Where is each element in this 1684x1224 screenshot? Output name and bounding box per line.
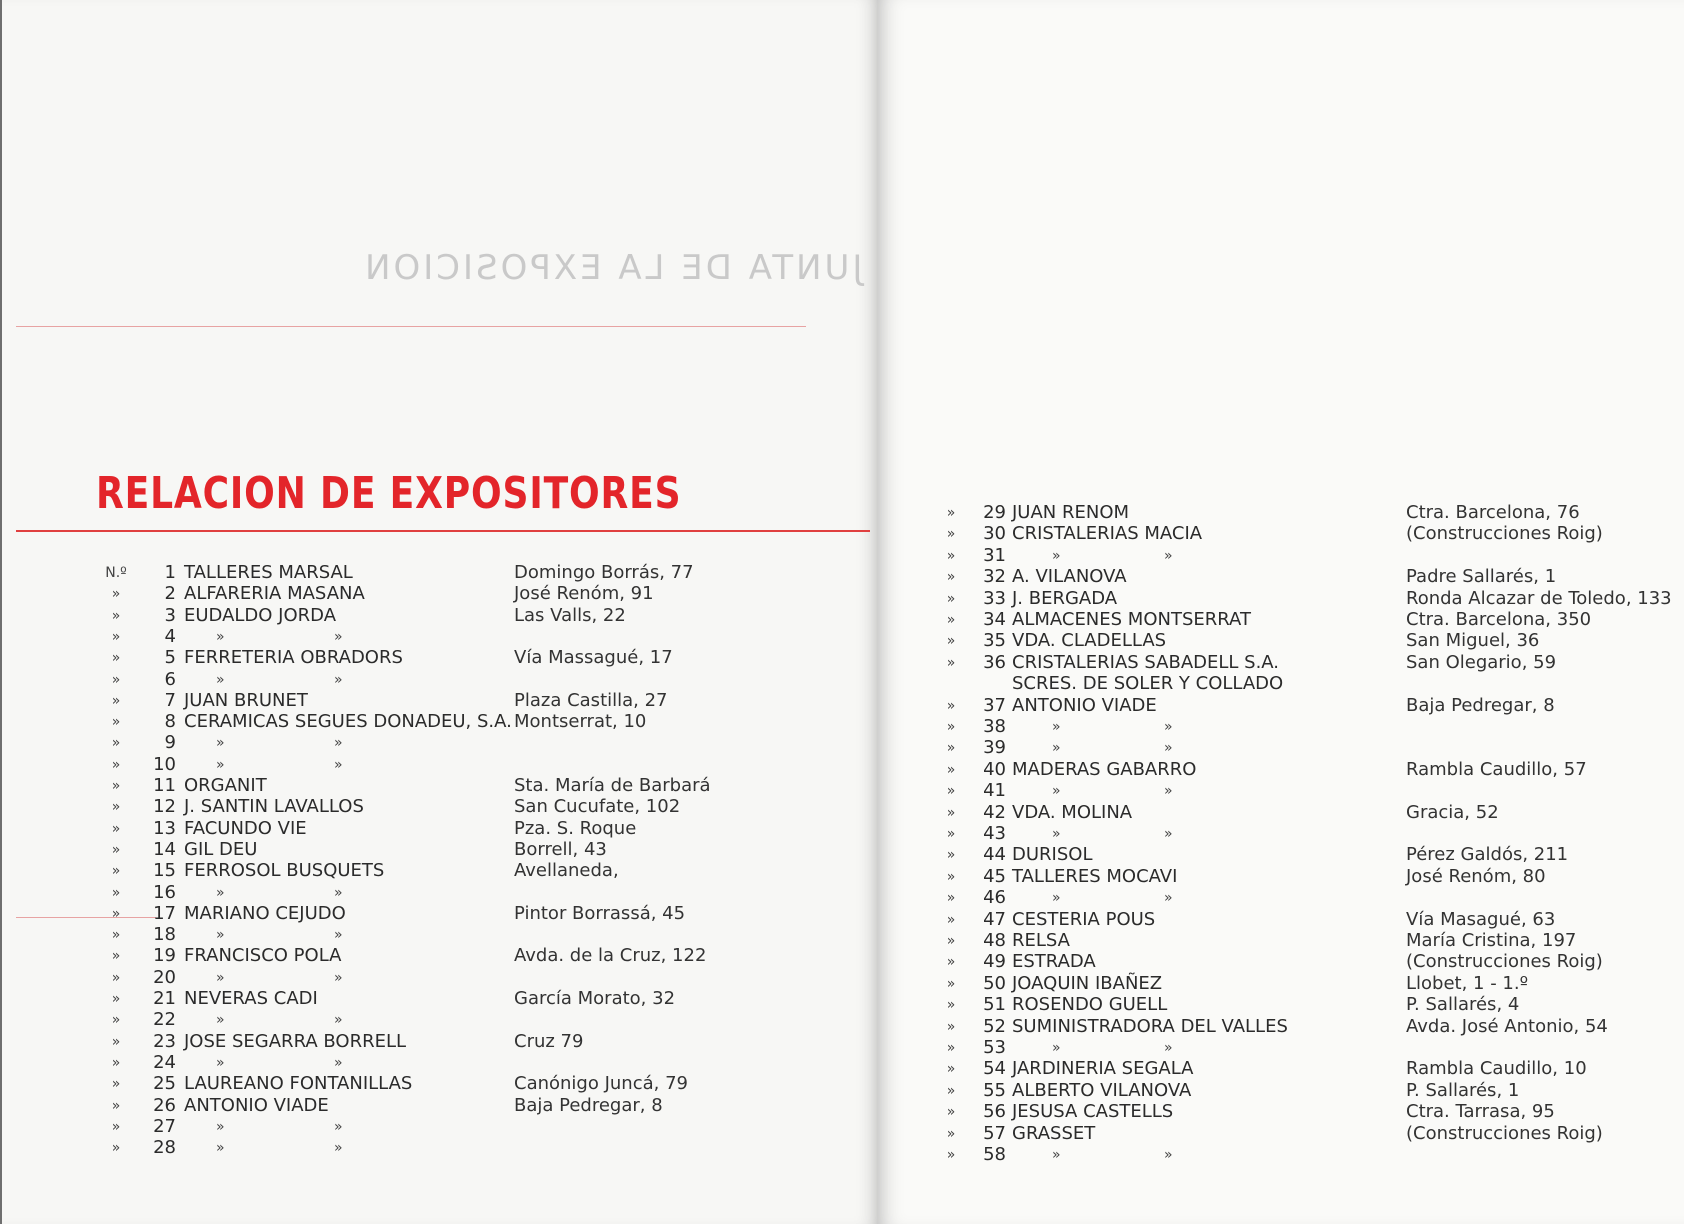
entry-number: 37: [983, 694, 1006, 716]
ditto-marker: »: [111, 628, 121, 645]
exhibitor-address: Canónigo Juncá, 79: [514, 1073, 688, 1095]
entry-number: 27: [153, 1115, 176, 1137]
entry-number: 20: [153, 966, 176, 988]
entry-number: 45: [983, 865, 1006, 887]
exhibitor-name: RELSA: [1012, 930, 1070, 951]
exhibitor-address: Rambla Caudillo, 10: [1406, 1058, 1587, 1080]
entry-number: 25: [153, 1073, 176, 1095]
ditto-mark: »: [1164, 719, 1173, 735]
exhibitor-name: CRISTALERIAS SABADELL S.A.: [1012, 651, 1280, 673]
exhibitor-name: DURISOL: [1012, 844, 1093, 866]
exhibitor-name: ALBERTO VILANOVA: [1012, 1079, 1192, 1101]
entry-number: 26: [153, 1094, 176, 1116]
entry-number: 9: [164, 732, 176, 754]
exhibitor-address: García Morato, 32: [514, 988, 676, 1009]
entry-number: 3: [164, 604, 176, 626]
exhibitor-address: María Cristina, 197: [1406, 930, 1577, 951]
exhibitor-address: Baja Pedregar, 8: [514, 1094, 663, 1116]
entry-number: 28: [153, 1137, 176, 1159]
exhibitor-address: José Renóm, 91: [514, 583, 654, 605]
exhibitor-name: TALLERES MARSAL: [184, 562, 353, 583]
exhibitor-address: Avda. José Antonio, 54: [1406, 1015, 1608, 1037]
exhibitor-address: Pérez Galdós, 211: [1406, 844, 1569, 866]
ditto-mark: »: [1052, 890, 1061, 907]
ditto-mark: »: [1052, 826, 1061, 842]
ditto-mark: »: [1052, 783, 1061, 800]
entry-number: 58: [983, 1144, 1006, 1165]
ditto-marker: »: [111, 969, 121, 986]
exhibitor-address: Padre Sallarés, 1: [1406, 566, 1557, 588]
exhibitor-address: Ctra. Barcelona, 350: [1406, 609, 1592, 630]
exhibitor-address: Gracia, 52: [1406, 801, 1499, 823]
ditto-marker: »: [111, 841, 121, 858]
ditto-mark: »: [1164, 1147, 1173, 1163]
ditto-marker: »: [111, 756, 121, 773]
exhibitor-name: J. BERGADA: [1012, 587, 1118, 609]
exhibitor-address: Cruz 79: [514, 1030, 584, 1052]
entry-number: 4: [164, 625, 176, 647]
ditto-mark: »: [1052, 740, 1061, 757]
ditto-marker: »: [111, 1054, 121, 1071]
exhibitor-name: LAUREANO FONTANILLAS: [184, 1073, 413, 1095]
ditto-mark: »: [1052, 547, 1061, 564]
exhibitor-address: Las Valls, 22: [514, 604, 626, 626]
ditto-mark: »: [216, 969, 225, 986]
exhibitor-address: P. Sallarés, 4: [1406, 994, 1520, 1016]
entry-number: 7: [164, 689, 176, 711]
exhibitor-address: Domingo Borrás, 77: [514, 562, 694, 583]
exhibitor-address: Ctra. Barcelona, 76: [1406, 502, 1580, 523]
ditto-marker: »: [946, 505, 956, 521]
exhibitor-name: EUDALDO JORDA: [184, 604, 337, 626]
entry-number: 39: [983, 737, 1006, 759]
entry-number: 1: [164, 562, 176, 583]
ditto-mark: »: [1164, 783, 1173, 800]
entry-number: 12: [153, 796, 176, 818]
ditto-marker: »: [946, 654, 956, 671]
entry-number: 2: [164, 583, 176, 605]
ditto-marker: »: [111, 948, 121, 965]
ditto-marker: »: [111, 991, 121, 1007]
ditto-marker: »: [946, 804, 956, 821]
ditto-mark: »: [1052, 719, 1061, 735]
ditto-marker: »: [946, 1104, 956, 1121]
exhibitor-address: Avellaneda,: [514, 860, 619, 882]
exhibitor-address: Ctra. Tarrasa, 95: [1406, 1101, 1555, 1123]
ditto-mark: »: [216, 927, 225, 944]
entry-number: 51: [983, 994, 1006, 1016]
entry-number: 54: [983, 1058, 1006, 1080]
exhibitor-address: Sta. María de Barbará: [514, 775, 711, 796]
exhibitor-name: ROSENDO GUELL: [1012, 994, 1168, 1016]
exhibitor-address: Montserrat, 10: [514, 711, 647, 733]
exhibitor-name: SCRES. DE SOLER Y COLLADO: [1012, 673, 1284, 695]
ditto-mark: »: [334, 927, 343, 944]
ditto-marker: »: [111, 735, 121, 752]
entry-number: 55: [983, 1079, 1006, 1101]
entry-number: 23: [153, 1030, 176, 1052]
exhibitor-name: A. VILANOVA: [1012, 566, 1127, 588]
exhibitor-name: JESUSA CASTELLS: [1012, 1101, 1174, 1123]
exhibitor-name: ORGANIT: [184, 775, 267, 796]
exhibitor-address: Ronda Alcazar de Toledo, 133: [1406, 587, 1672, 609]
exhibitor-name: GIL DEU: [184, 838, 258, 860]
ditto-marker: »: [946, 547, 956, 564]
entry-number: 49: [983, 951, 1006, 973]
entry-number: 44: [983, 844, 1006, 866]
exhibitor-name: VDA. MOLINA: [1012, 801, 1133, 823]
exhibitor-name: ESTRADA: [1012, 951, 1096, 973]
exhibitor-name: JUAN RENOM: [1012, 502, 1130, 523]
exhibitor-name: CRISTALERIAS MACIA: [1012, 523, 1203, 545]
entry-number: 29: [983, 502, 1006, 523]
entry-number: 33: [983, 587, 1006, 609]
ditto-marker: »: [111, 778, 121, 794]
entry-number: 11: [153, 775, 176, 796]
entry-number: 36: [983, 651, 1006, 673]
ditto-marker: »: [111, 863, 121, 880]
entry-number: 21: [153, 988, 176, 1009]
exhibitor-address: Avda. de la Cruz, 122: [514, 945, 707, 967]
ditto-mark: »: [334, 884, 343, 901]
exhibitor-name: MARIANO CEJUDO: [184, 902, 346, 924]
exhibitor-name: FACUNDO VIE: [184, 817, 307, 839]
entry-number: 17: [153, 902, 176, 924]
exhibitor-name: TALLERES MOCAVI: [1012, 865, 1178, 887]
ditto-marker: »: [946, 612, 956, 628]
ditto-marker: »: [946, 569, 956, 586]
ditto-mark: »: [334, 735, 343, 752]
page-title: RELACION DE EXPOSITORES: [96, 468, 682, 519]
exhibitor-address: San Miguel, 36: [1406, 630, 1540, 652]
entry-number: 19: [153, 945, 176, 967]
entry-number: 24: [153, 1051, 176, 1073]
ditto-marker: »: [946, 697, 956, 714]
ditto-marker: »: [111, 884, 121, 901]
entry-number: 40: [983, 758, 1006, 780]
exhibitor-address: (Construcciones Roig): [1406, 1122, 1603, 1144]
exhibitor-name: NEVERAS CADI: [184, 988, 318, 1009]
entry-number: 42: [983, 801, 1006, 823]
ditto-marker: »: [111, 714, 121, 731]
mirrored-ghost-text: JUNTA DE LA EXPOSICION: [362, 248, 863, 288]
ditto-mark: »: [334, 969, 343, 986]
entry-number: 50: [983, 972, 1006, 994]
exhibitor-name: MADERAS GABARRO: [1012, 758, 1197, 780]
ditto-marker: »: [946, 847, 956, 864]
ditto-marker: »: [111, 799, 121, 816]
entry-number: 18: [153, 924, 176, 946]
ditto-mark: »: [216, 671, 225, 688]
ditto-mark: »: [1164, 1040, 1173, 1056]
ditto-mark: »: [334, 756, 343, 773]
entry-number: 43: [983, 823, 1006, 844]
exhibitor-address: Baja Pedregar, 8: [1406, 694, 1555, 716]
entry-number: 16: [153, 881, 176, 903]
ditto-marker: »: [946, 911, 956, 928]
entry-number: 10: [153, 753, 176, 775]
ditto-mark: »: [216, 884, 225, 901]
exhibitor-address: (Construcciones Roig): [1406, 951, 1603, 973]
ditto-mark: »: [216, 1012, 225, 1029]
entry-number: 52: [983, 1015, 1006, 1037]
exhibitor-name: ANTONIO VIADE: [1012, 694, 1157, 716]
bleed-line: [16, 326, 806, 327]
ditto-mark: »: [334, 671, 343, 688]
ditto-marker: »: [111, 1076, 121, 1093]
ditto-mark: »: [216, 735, 225, 752]
exhibitor-name: FERRETERIA OBRADORS: [184, 647, 403, 669]
exhibitor-address: José Renóm, 80: [1406, 865, 1546, 887]
exhibitor-address: Rambla Caudillo, 57: [1406, 758, 1587, 780]
entry-number: 13: [153, 817, 176, 839]
ditto-marker: »: [946, 1061, 956, 1078]
entry-number: 22: [153, 1009, 176, 1031]
exhibitor-name: ALFARERIA MASANA: [184, 583, 365, 605]
ditto-marker: »: [946, 740, 956, 757]
ditto-mark: »: [334, 1054, 343, 1071]
ditto-marker: »: [111, 650, 121, 667]
ditto-marker: »: [946, 868, 956, 885]
ditto-marker: »: [946, 633, 956, 650]
ditto-mark: »: [1052, 1147, 1061, 1163]
exhibitor-address: Vía Masagué, 63: [1406, 908, 1556, 930]
entry-number: 47: [983, 908, 1006, 930]
ditto-marker: »: [946, 1125, 956, 1142]
ditto-marker: »: [111, 671, 121, 688]
exhibitor-name: JOAQUIN IBAÑEZ: [1012, 972, 1163, 994]
exhibitor-name: FRANCISCO POLA: [184, 945, 342, 967]
exhibitor-address: Vía Massagué, 17: [514, 647, 673, 669]
ditto-mark: »: [1164, 740, 1173, 757]
ditto-marker: »: [946, 1147, 956, 1163]
exhibitor-address: Borrell, 43: [514, 838, 607, 860]
right-page: [878, 0, 1684, 1224]
entry-number: 53: [983, 1037, 1006, 1058]
ditto-marker: »: [946, 826, 956, 842]
entry-number: 38: [983, 716, 1006, 737]
exhibitor-name: CERAMICAS SEGUES DONADEU, S.A.: [184, 711, 512, 733]
ditto-marker: »: [946, 954, 956, 971]
ditto-marker: »: [111, 927, 121, 944]
title-rule: [16, 530, 870, 532]
exhibitor-address: San Cucufate, 102: [514, 796, 681, 818]
exhibitor-address: Plaza Castilla, 27: [514, 689, 668, 711]
entry-number: 30: [983, 523, 1006, 545]
ditto-mark: »: [334, 1012, 343, 1029]
ditto-marker: »: [111, 1140, 121, 1157]
ditto-marker: »: [111, 1097, 121, 1114]
ditto-marker: »: [946, 1082, 956, 1099]
ditto-marker: »: [946, 997, 956, 1014]
ditto-marker: »: [946, 761, 956, 778]
entry-number: 46: [983, 887, 1006, 909]
exhibitor-name: JUAN BRUNET: [184, 689, 308, 711]
ditto-marker: »: [111, 607, 121, 624]
exhibitor-name: FERROSOL BUSQUETS: [184, 860, 385, 882]
ditto-marker: »: [946, 1040, 956, 1056]
exhibitor-name: ANTONIO VIADE: [184, 1094, 329, 1116]
ditto-mark: »: [216, 756, 225, 773]
ditto-mark: »: [334, 1140, 343, 1157]
exhibitor-name: CESTERIA POUS: [1012, 908, 1156, 930]
entry-number: 57: [983, 1122, 1006, 1144]
ditto-marker: »: [946, 590, 956, 607]
ditto-mark: »: [334, 1118, 343, 1135]
ditto-mark: »: [1164, 547, 1173, 564]
entry-number: 34: [983, 609, 1006, 630]
entry-number: 15: [153, 860, 176, 882]
ditto-marker: »: [111, 1118, 121, 1135]
ditto-mark: »: [216, 628, 225, 645]
ditto-marker: »: [111, 586, 121, 603]
ditto-mark: »: [1164, 826, 1173, 842]
ditto-marker: »: [946, 1018, 956, 1035]
exhibitor-name: SUMINISTRADORA DEL VALLES: [1012, 1015, 1288, 1037]
ditto-mark: »: [216, 1054, 225, 1071]
ditto-marker: »: [946, 783, 956, 800]
exhibitor-address: Pza. S. Roque: [514, 817, 637, 839]
entry-number: 5: [164, 647, 176, 669]
entry-number: 48: [983, 930, 1006, 951]
ditto-marker: N.º: [105, 565, 127, 581]
ditto-marker: »: [946, 975, 956, 992]
ditto-marker: »: [111, 1012, 121, 1029]
ditto-marker: »: [111, 820, 121, 837]
exhibitor-name: JARDINERIA SEGALA: [1012, 1058, 1194, 1080]
ditto-mark: »: [1052, 1040, 1061, 1056]
exhibitor-address: (Construcciones Roig): [1406, 523, 1603, 545]
entry-number: 31: [983, 544, 1006, 566]
ditto-marker: »: [946, 719, 956, 735]
exhibitor-name: JOSE SEGARRA BORRELL: [184, 1030, 407, 1052]
ditto-mark: »: [334, 628, 343, 645]
exhibitor-name: ALMACENES MONTSERRAT: [1012, 609, 1251, 630]
ditto-mark: »: [216, 1140, 225, 1157]
ditto-marker: »: [946, 890, 956, 907]
ditto-marker: »: [946, 526, 956, 543]
exhibitor-address: San Olegario, 59: [1406, 651, 1557, 673]
entry-number: 41: [983, 780, 1006, 802]
ditto-mark: »: [1164, 890, 1173, 907]
entry-number: 32: [983, 566, 1006, 588]
ditto-marker: »: [946, 933, 956, 949]
ditto-marker: »: [111, 905, 121, 922]
entry-number: 6: [164, 668, 176, 690]
exhibitor-name: GRASSET: [1012, 1122, 1096, 1144]
exhibitor-address: Pintor Borrassá, 45: [514, 902, 686, 924]
exhibitor-name: J. SANTIN LAVALLOS: [184, 796, 364, 818]
exhibitor-name: VDA. CLADELLAS: [1012, 630, 1167, 652]
entry-number: 35: [983, 630, 1006, 652]
entry-number: 14: [153, 838, 176, 860]
ditto-marker: »: [111, 692, 121, 709]
exhibitor-address: P. Sallarés, 1: [1406, 1079, 1520, 1101]
entry-number: 56: [983, 1101, 1006, 1123]
exhibitor-address: Llobet, 1 - 1.º: [1406, 972, 1529, 994]
entry-number: 8: [164, 711, 176, 733]
ditto-mark: »: [216, 1118, 225, 1135]
ditto-marker: »: [111, 1033, 121, 1050]
